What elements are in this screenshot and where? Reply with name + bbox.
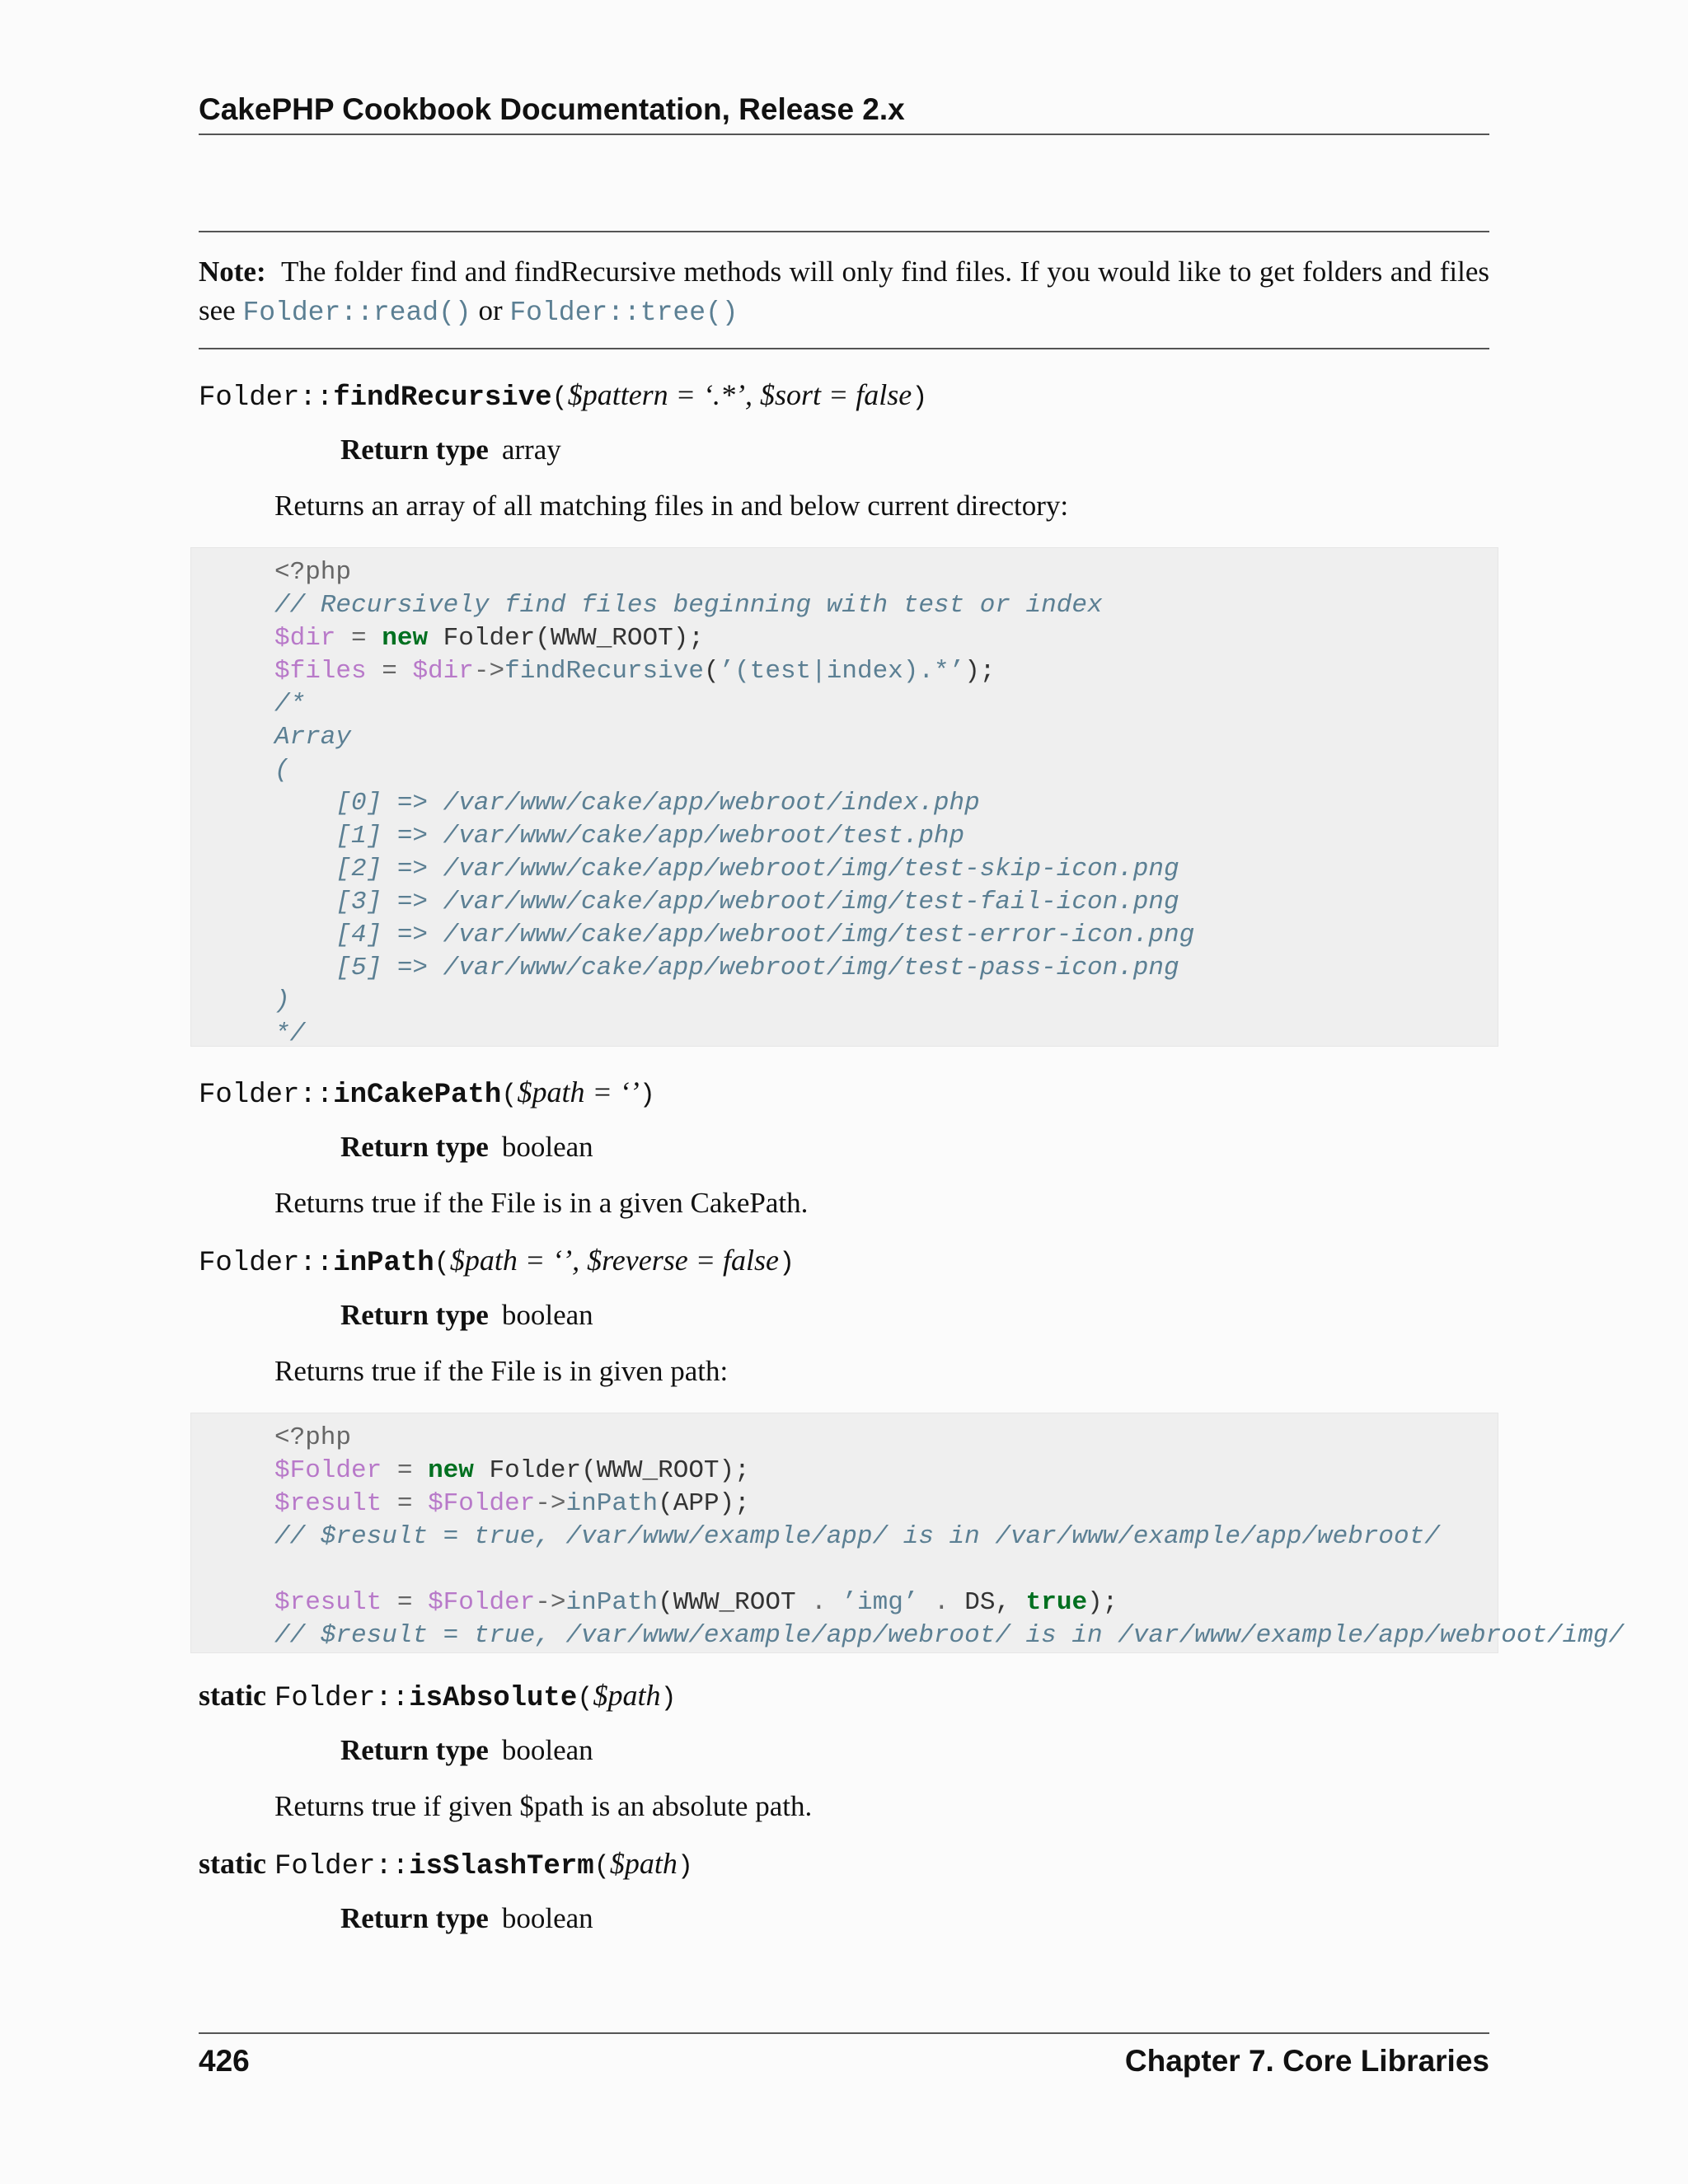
- note-text: The folder find and findRecursive methods will only find files. If you would like to get folders and files see: [199, 255, 1489, 326]
- code-line: ): [274, 987, 290, 1015]
- code-line: */: [274, 1019, 306, 1048]
- running-header: CakePHP Cookbook Documentation, Release 2.x: [199, 92, 905, 126]
- chapter-title: Chapter 7. Core Libraries: [1124, 2044, 1489, 2078]
- code-line: <?php: [274, 1423, 352, 1452]
- method-name: isSlashTerm: [409, 1851, 594, 1882]
- return-type-label: Return type: [340, 1902, 489, 1934]
- code-line: // $result = true, /var/www/example/app/ is in /var/www/example/app/webroot/: [274, 1522, 1440, 1551]
- close-paren: ): [677, 1851, 694, 1882]
- code-line: [1] => /var/www/cake/app/webroot/test.php: [274, 822, 965, 851]
- return-type-value: boolean: [501, 1734, 593, 1766]
- method-name: inPath: [333, 1248, 434, 1279]
- code-line: [2] => /var/www/cake/app/webroot/img/test-skip-icon.png: [274, 855, 1179, 883]
- header-rule: [199, 134, 1489, 135]
- open-paren: (: [551, 382, 568, 413]
- code-line: // $result = true, /var/www/example/app/webroot/ is in /var/www/example/app/webroot/img/: [274, 1621, 1625, 1650]
- return-type-isslashterm: [340, 1902, 593, 1935]
- return-type-label: Return type: [340, 434, 489, 466]
- link-folder-tree[interactable]: Folder::tree(): [509, 298, 738, 328]
- close-paren: ): [912, 382, 928, 413]
- description-isabsolute: Returns true if given $path is an absolute path.: [274, 1790, 813, 1822]
- return-type-label: Return type: [340, 1299, 489, 1331]
- return-type-value: array: [501, 434, 561, 466]
- description-incakepath: Returns true if the File is in a given CakePath.: [274, 1187, 809, 1219]
- note-top-rule: [199, 231, 1489, 232]
- code-line: Array: [274, 723, 352, 752]
- return-type-value: boolean: [501, 1299, 593, 1331]
- method-name: findRecursive: [333, 382, 552, 414]
- method-name: inCakePath: [333, 1080, 502, 1111]
- method-signature-findrecursive: [199, 377, 927, 414]
- method-signature-incakepath: [199, 1075, 655, 1111]
- method-signature-isabsolute: [199, 1678, 677, 1714]
- static-keyword: static: [199, 1847, 266, 1880]
- return-type-inpath: [340, 1299, 593, 1332]
- method-params: $path = ‘’: [517, 1076, 640, 1108]
- static-keyword: static: [199, 1679, 266, 1712]
- code-line: [4] => /var/www/cake/app/webroot/img/test-error-icon.png: [274, 921, 1195, 949]
- note-or: or: [478, 294, 503, 326]
- close-paren: ): [779, 1248, 795, 1278]
- class-prefix: Folder::: [199, 1080, 334, 1111]
- code-block-findrecursive: [190, 547, 1498, 1047]
- close-paren: ): [639, 1080, 655, 1110]
- return-type-isabsolute: [340, 1734, 593, 1767]
- footer-rule: [199, 2032, 1489, 2034]
- return-type-findrecursive: [340, 434, 561, 466]
- code-line: /*: [274, 690, 306, 719]
- code-block-inpath: [190, 1413, 1625, 1653]
- code-listing: <?php $Folder = new Folder(WWW_ROOT); $result = $Folder->inPath(APP); // $result = true, /var/www/example/app/ is in /var/www/example/app/webroot/ $result = $Folder->inPath(WWW_ROOT . ’img’ . DS, true); // $result = true, /var/www/example/app/webroot/ is in /var/www/example/app/webroot/img/: [274, 1423, 1625, 1650]
- class-prefix: Folder::: [274, 1683, 410, 1714]
- code-line: [3] => /var/www/cake/app/webroot/img/test-fail-icon.png: [274, 888, 1179, 916]
- code-line: // Recursively find files beginning with test or index: [274, 591, 1103, 620]
- method-params: $path = ‘’, $reverse = false: [449, 1244, 780, 1277]
- class-prefix: Folder::: [199, 1248, 334, 1279]
- close-paren: ): [660, 1683, 677, 1713]
- method-params: $pattern = ‘.*’, $sort = false: [567, 378, 912, 411]
- class-prefix: Folder::: [199, 382, 334, 414]
- return-type-incakepath: [340, 1131, 593, 1164]
- code-line: [0] => /var/www/cake/app/webroot/index.php: [274, 789, 980, 818]
- method-params: $path: [593, 1679, 661, 1712]
- method-signature-isslashterm: [199, 1846, 693, 1882]
- code-line: (: [274, 756, 290, 785]
- open-paren: (: [577, 1683, 593, 1713]
- note-box: [199, 252, 1489, 332]
- class-prefix: Folder::: [274, 1851, 410, 1882]
- note-label: Note:: [199, 255, 266, 288]
- open-paren: (: [434, 1248, 450, 1278]
- open-paren: (: [593, 1851, 610, 1882]
- return-type-value: boolean: [501, 1131, 593, 1163]
- link-folder-read[interactable]: Folder::read(): [242, 298, 471, 328]
- return-type-value: boolean: [501, 1902, 593, 1934]
- code-line: [5] => /var/www/cake/app/webroot/img/test-pass-icon.png: [274, 954, 1179, 982]
- description-findrecursive: Returns an array of all matching files in and below current directory:: [274, 490, 1069, 522]
- method-name: isAbsolute: [409, 1683, 578, 1714]
- page-number: 426: [199, 2044, 250, 2078]
- code-line: <?php: [274, 558, 352, 587]
- return-type-label: Return type: [340, 1734, 489, 1766]
- return-type-label: Return type: [340, 1131, 489, 1163]
- method-params: $path: [609, 1847, 678, 1880]
- open-paren: (: [501, 1080, 518, 1110]
- note-bottom-rule: [199, 348, 1489, 349]
- code-listing: <?php // Recursively find files beginning with test or index $dir = new Folder(WWW_ROOT); $files = $dir->findRecursive(’(test|index).*’); /* Array ( [0] => /var/www/cake/app/webroot/index.php [1] => /var/www/cake/app/webroot/test.php [2] => /var/www/cake/app/webroot/img/test-skip-icon.png [3] => /var/www/cake/app/webroot/img/test-fail-icon.png [4] => /var/www/cake/app/webroot/img/test-error-icon.png [5] => /var/www/cake/app/webroot/img/test-pass-icon.png ) */: [274, 558, 1195, 1048]
- description-inpath: Returns true if the File is in given path:: [274, 1355, 729, 1387]
- method-signature-inpath: [199, 1243, 795, 1279]
